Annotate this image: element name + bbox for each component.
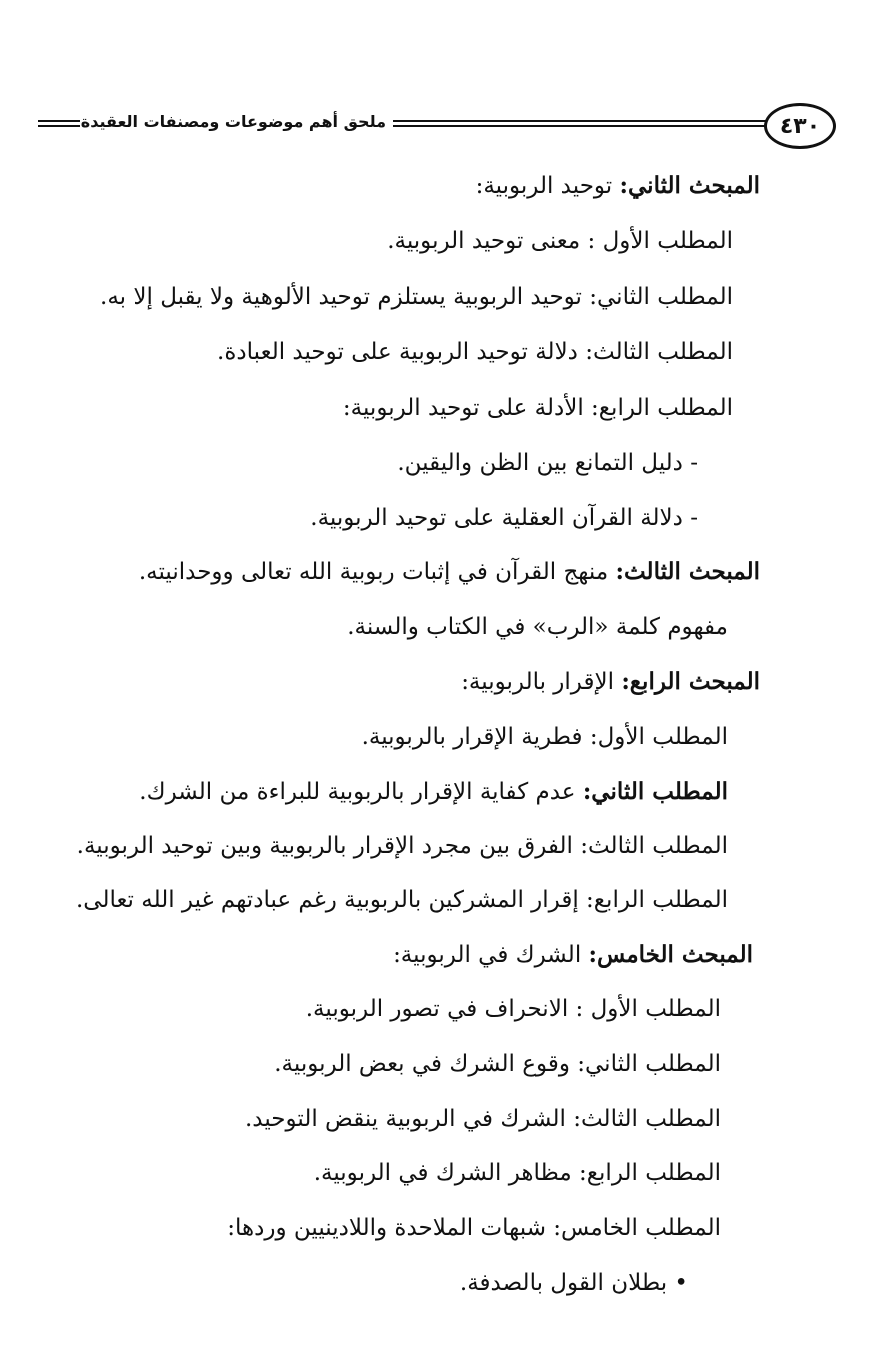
line-20-text: المطلب الخامس: شبهات الملاحدة واللادينيين وردها:: [227, 1215, 721, 1241]
line-17: [274, 1048, 721, 1080]
line-15-lead: المبحث الخامس:: [588, 941, 753, 968]
line-14: [76, 884, 728, 916]
line-18-text: المطلب الثالث: الشرك في الربوبية ينقض التوحيد.: [244, 1106, 721, 1132]
line-4-text: المطلب الثالث: دلالة توحيد الربوبية على توحيد العبادة.: [217, 339, 733, 365]
line-17-text: المطلب الثاني: وقوع الشرك في بعض الربوبية.: [274, 1051, 721, 1077]
header-rule-right: [393, 120, 776, 127]
line-14-text: المطلب الرابع: إقرار المشركين بالربوبية رغم عبادتهم غير الله تعالى.: [75, 887, 728, 913]
line-21-text: • بطلان القول بالصدفة.: [459, 1270, 688, 1296]
line-20: [227, 1212, 721, 1244]
running-header: [38, 103, 836, 153]
line-21: [460, 1267, 688, 1299]
line-8-text: منهج القرآن في إثبات ربوبية الله تعالى ووحدانيته.: [138, 559, 616, 585]
line-6: [397, 447, 698, 479]
line-3: [100, 281, 733, 313]
line-5-text: المطلب الرابع: الأدلة على توحيد الربوبية:: [342, 395, 733, 421]
line-8: [139, 556, 760, 588]
line-12: [139, 776, 728, 808]
line-11: [362, 721, 728, 753]
line-18: [245, 1103, 721, 1135]
line-7: [310, 502, 698, 534]
line-2-text: المطلب الأول : معنى توحيد الربوبية.: [387, 228, 733, 254]
line-2: [387, 225, 733, 257]
line-10-text: الإقرار بالربوبية:: [461, 669, 622, 695]
line-10: [461, 666, 760, 698]
line-13-text: المطلب الثالث: الفرق بين مجرد الإقرار بالربوبية وبين توحيد الربوبية.: [76, 833, 728, 859]
line-12-lead: المطلب الثاني:: [582, 778, 728, 805]
line-13: [77, 830, 728, 862]
line-16-text: المطلب الأول : الانحراف في تصور الربوبية.: [305, 996, 721, 1022]
page-number: ٤٣٠: [764, 103, 836, 149]
line-6-text: - دليل التمانع بين الظن واليقين.: [397, 450, 698, 476]
line-1-lead: المبحث الثاني:: [619, 172, 760, 199]
line-9-text: مفهوم كلمة «الرب» في الكتاب والسنة.: [347, 614, 728, 640]
line-5: [343, 392, 733, 424]
line-16: [306, 993, 721, 1025]
line-1-text: توحيد الربوبية:: [475, 173, 620, 199]
line-3-text: المطلب الثاني: توحيد الربوبية يستلزم توحيد الألوهية ولا يقبل إلا به.: [100, 284, 733, 310]
line-11-text: المطلب الأول: فطرية الإقرار بالربوبية.: [361, 724, 728, 750]
line-15-text: الشرك في الربوبية:: [393, 942, 589, 968]
header-title: ملحق أهم موضوعات ومصنفات العقيدة: [80, 112, 386, 131]
line-12-text: عدم كفاية الإقرار بالربوبية للبراءة من الشرك.: [139, 779, 583, 805]
line-10-lead: المبحث الرابع:: [621, 668, 760, 695]
header-rule-left: [38, 120, 80, 127]
line-1: [476, 170, 760, 202]
line-8-lead: المبحث الثالث:: [615, 558, 760, 585]
line-19-text: المطلب الرابع: مظاهر الشرك في الربوبية.: [313, 1160, 721, 1186]
line-19: [314, 1157, 721, 1189]
line-15: [393, 939, 753, 971]
line-9: [347, 611, 728, 643]
line-7-text: - دلالة القرآن العقلية على توحيد الربوبية.: [310, 505, 698, 531]
line-4: [217, 336, 733, 368]
